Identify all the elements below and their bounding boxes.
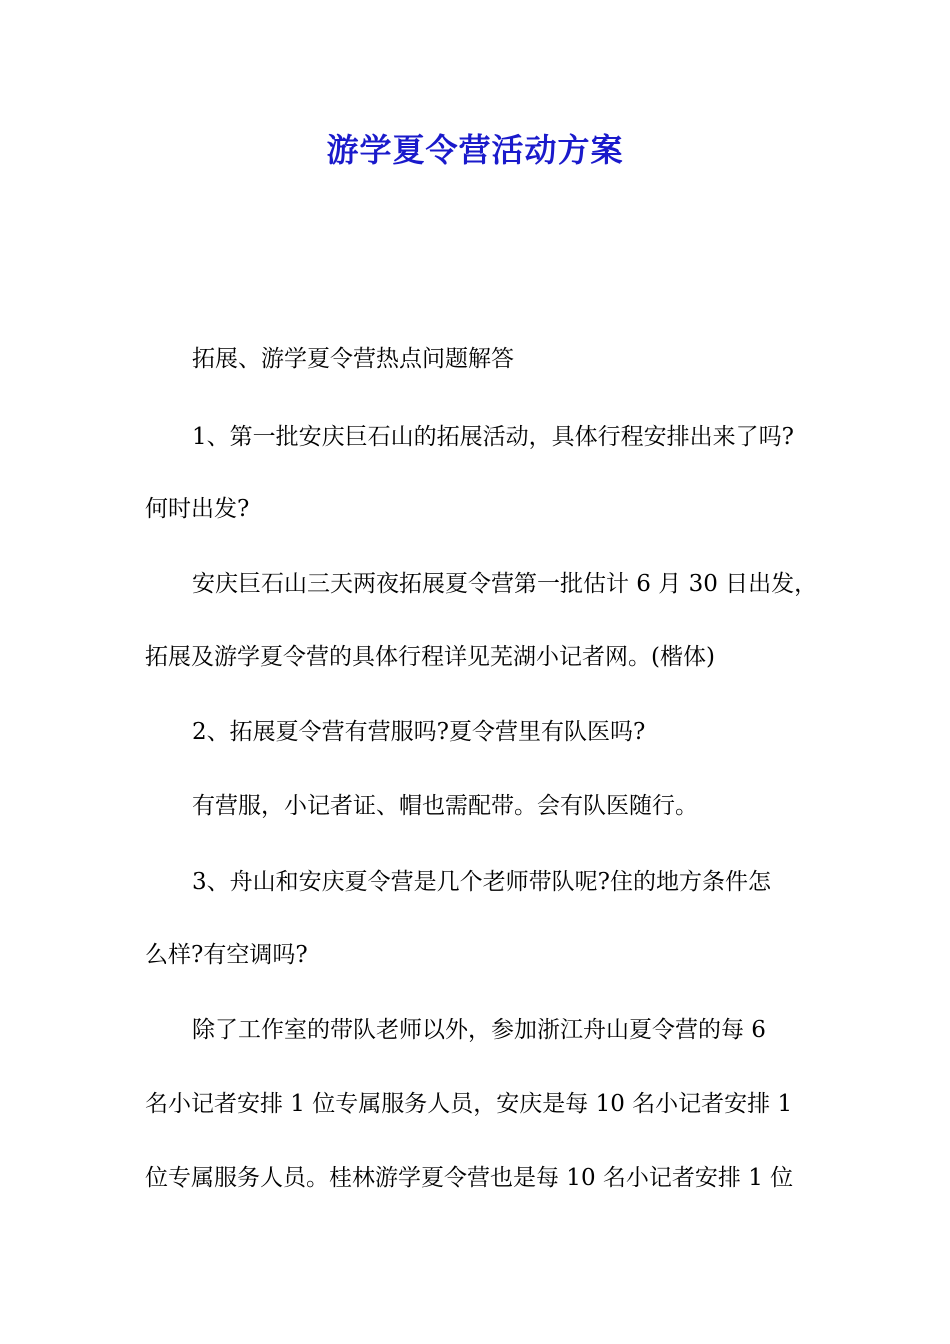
answer-1-line-2: 拓展及游学夏令营的具体行程详见芜湖小记者网。(楷体) <box>145 644 715 670</box>
question-3-line-2: 么样?有空调吗? <box>145 942 308 968</box>
question-1-line-2: 何时出发? <box>145 496 250 522</box>
answer-3-line-3: 位专属服务人员。桂林游学夏令营也是每 10 名小记者安排 1 位 <box>145 1165 794 1191</box>
question-3-line-1: 3、舟山和安庆夏令营是几个老师带队呢?住的地方条件怎 <box>192 869 771 895</box>
answer-3-line-1: 除了工作室的带队老师以外，参加浙江舟山夏令营的每 6 <box>192 1017 766 1043</box>
answer-1-line-1: 安庆巨石山三天两夜拓展夏令营第一批估计 6 月 30 日出发， <box>192 571 818 597</box>
answer-2: 有营服，小记者证、帽也需配带。会有队医随行。 <box>192 793 698 819</box>
document-title: 游学夏令营活动方案 <box>326 131 624 169</box>
section-heading: 拓展、游学夏令营热点问题解答 <box>192 346 514 372</box>
answer-3-line-2: 名小记者安排 1 位专属服务人员，安庆是每 10 名小记者安排 1 <box>145 1091 793 1117</box>
question-1-line-1: 1、第一批安庆巨石山的拓展活动，具体行程安排出来了吗? <box>192 424 794 450</box>
question-2: 2、拓展夏令营有营服吗?夏令营里有队医吗? <box>192 719 646 745</box>
